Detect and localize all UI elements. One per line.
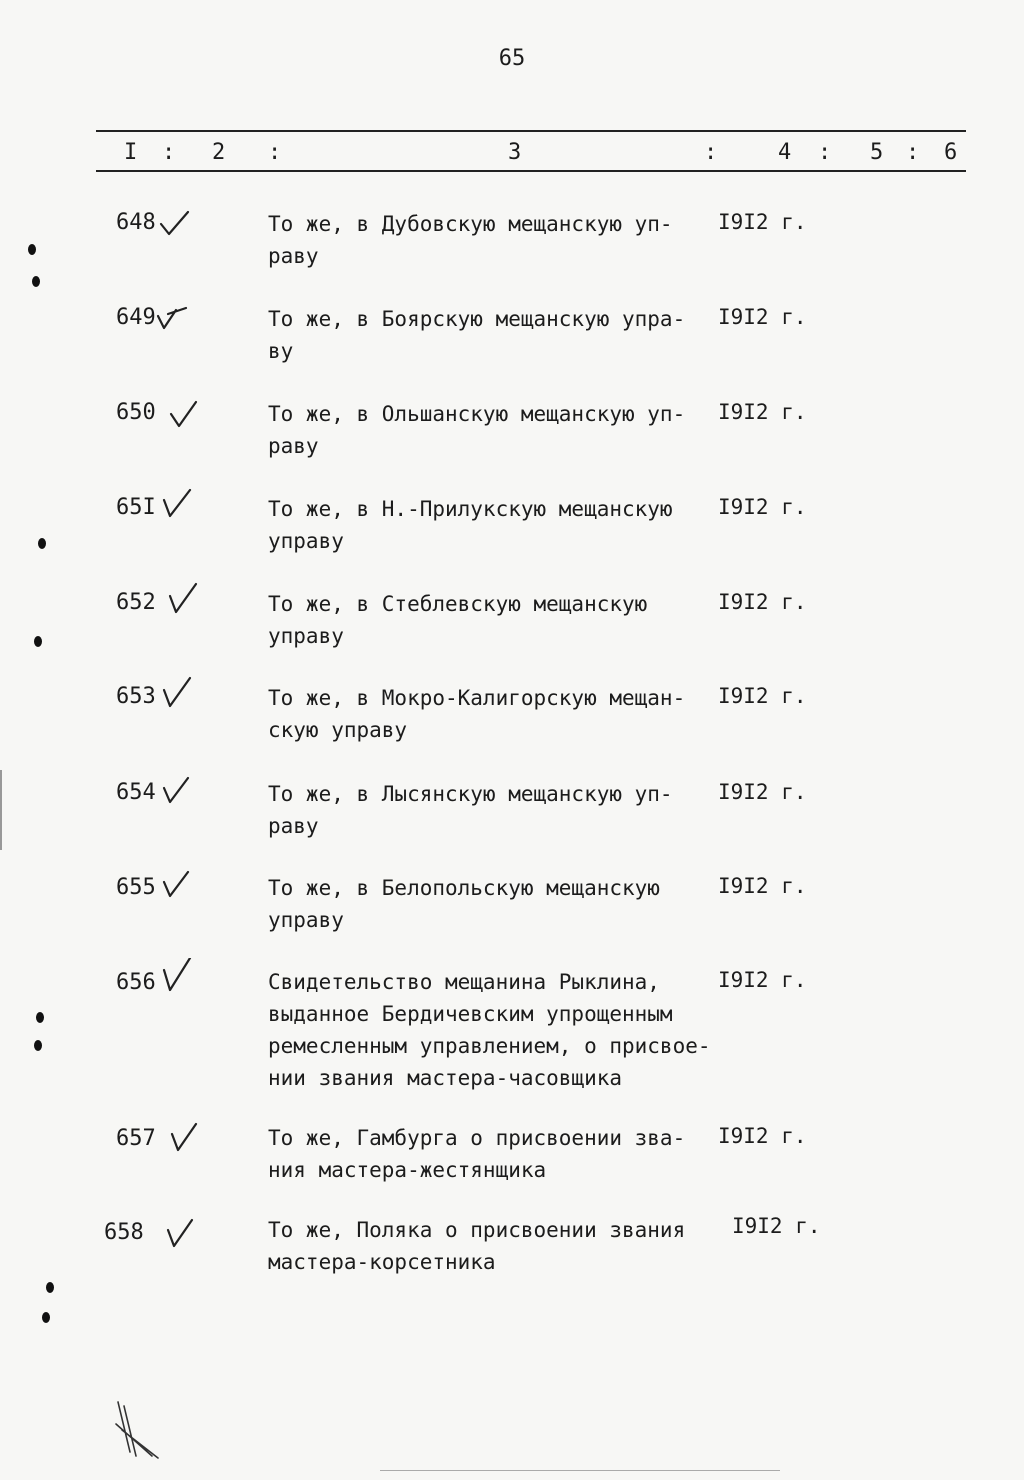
header-sep-1: : — [162, 140, 176, 165]
header-col-1: I — [124, 140, 138, 165]
header-sep-4: : — [818, 140, 832, 165]
header-col-2: 2 — [212, 140, 226, 165]
check-mark-icon — [160, 774, 196, 808]
entry-date: I9I2 г. — [718, 400, 807, 424]
entry-number: 657 — [116, 1126, 156, 1151]
check-mark-icon — [158, 206, 194, 240]
entry-date: I9I2 г. — [732, 1214, 821, 1238]
entry-description: Свидетельство мещанина Рыклина, выданное Бердичевским упрощенным ремесленным управлением, о присвое- нии звания мастера-часовщика — [268, 970, 711, 1090]
entry-date: I9I2 г. — [718, 780, 807, 804]
entry-description: То же, Поляка о присвоении звания мастера-корсетника — [268, 1218, 686, 1274]
entry-number: 650 — [116, 400, 156, 425]
check-mark-icon — [160, 868, 196, 902]
header-col-5: 5 — [870, 140, 884, 165]
check-mark-icon — [168, 1120, 204, 1154]
header-sep-5: : — [906, 140, 920, 165]
entry-description: То же, в Белопольскую мещанскую управу — [268, 876, 660, 932]
header-sep-2: : — [268, 140, 282, 165]
header-top-rule — [96, 130, 966, 132]
check-mark-icon — [164, 1216, 200, 1250]
page-edge — [0, 770, 2, 850]
entry-number: 655 — [116, 875, 156, 900]
header-bottom-rule — [96, 170, 966, 172]
binder-hole — [38, 538, 46, 549]
check-mark-icon — [160, 488, 196, 522]
binder-hole — [46, 1282, 54, 1293]
check-mark-icon — [168, 398, 204, 432]
binder-hole — [42, 1312, 50, 1323]
entry-date: I9I2 г. — [718, 684, 807, 708]
entry-date: I9I2 г. — [718, 1124, 807, 1148]
entry-date: I9I2 г. — [718, 590, 807, 614]
entry-date: I9I2 г. — [718, 210, 807, 234]
binder-hole — [32, 276, 40, 287]
entry-number: 653 — [116, 684, 156, 709]
binder-hole — [28, 244, 36, 255]
entry-number: 656 — [116, 970, 156, 995]
header-col-6: 6 — [944, 140, 958, 165]
header-sep-3: : — [704, 140, 718, 165]
header-col-4: 4 — [778, 140, 792, 165]
entry-description: То же, в Стеблевскую мещанскую управу — [268, 592, 648, 648]
entry-date: I9I2 г. — [718, 495, 807, 519]
entry-description: То же, в Дубовскую мещанскую уп- раву — [268, 212, 673, 268]
entry-number: 652 — [116, 590, 156, 615]
handwritten-mark-icon — [112, 1400, 172, 1460]
entry-description: То же, в Боярскую мещанскую упра- ву — [268, 307, 686, 363]
entry-description: То же, в Ольшанскую мещанскую уп- раву — [268, 402, 686, 458]
entry-description: То же, в Н.-Прилукскую мещанскую управу — [268, 497, 673, 553]
entry-number: 649 — [116, 305, 156, 330]
entry-number: 658 — [104, 1220, 144, 1245]
entry-number: 654 — [116, 780, 156, 805]
check-mark-icon — [154, 302, 190, 336]
check-mark-icon — [166, 582, 202, 616]
binder-hole — [34, 1040, 42, 1051]
entry-date: I9I2 г. — [718, 874, 807, 898]
entry-description: То же, Гамбурга о присвоении зва- ния мастера-жестянщика — [268, 1126, 686, 1182]
entry-number: 65I — [116, 495, 156, 520]
check-mark-icon — [160, 958, 196, 992]
entry-description: То же, в Мокро-Калигорскую мещан- скую управу — [268, 686, 686, 742]
entry-date: I9I2 г. — [718, 305, 807, 329]
entry-description: То же, в Лысянскую мещанскую уп- раву — [268, 782, 673, 838]
entry-number: 648 — [116, 210, 156, 235]
check-mark-icon — [160, 676, 196, 710]
entry-date: I9I2 г. — [718, 968, 807, 992]
page-bottom-edge — [380, 1470, 780, 1471]
header-col-3: 3 — [508, 140, 522, 165]
binder-hole — [36, 1012, 44, 1023]
page-number: 65 — [498, 46, 526, 71]
binder-hole — [34, 636, 42, 647]
